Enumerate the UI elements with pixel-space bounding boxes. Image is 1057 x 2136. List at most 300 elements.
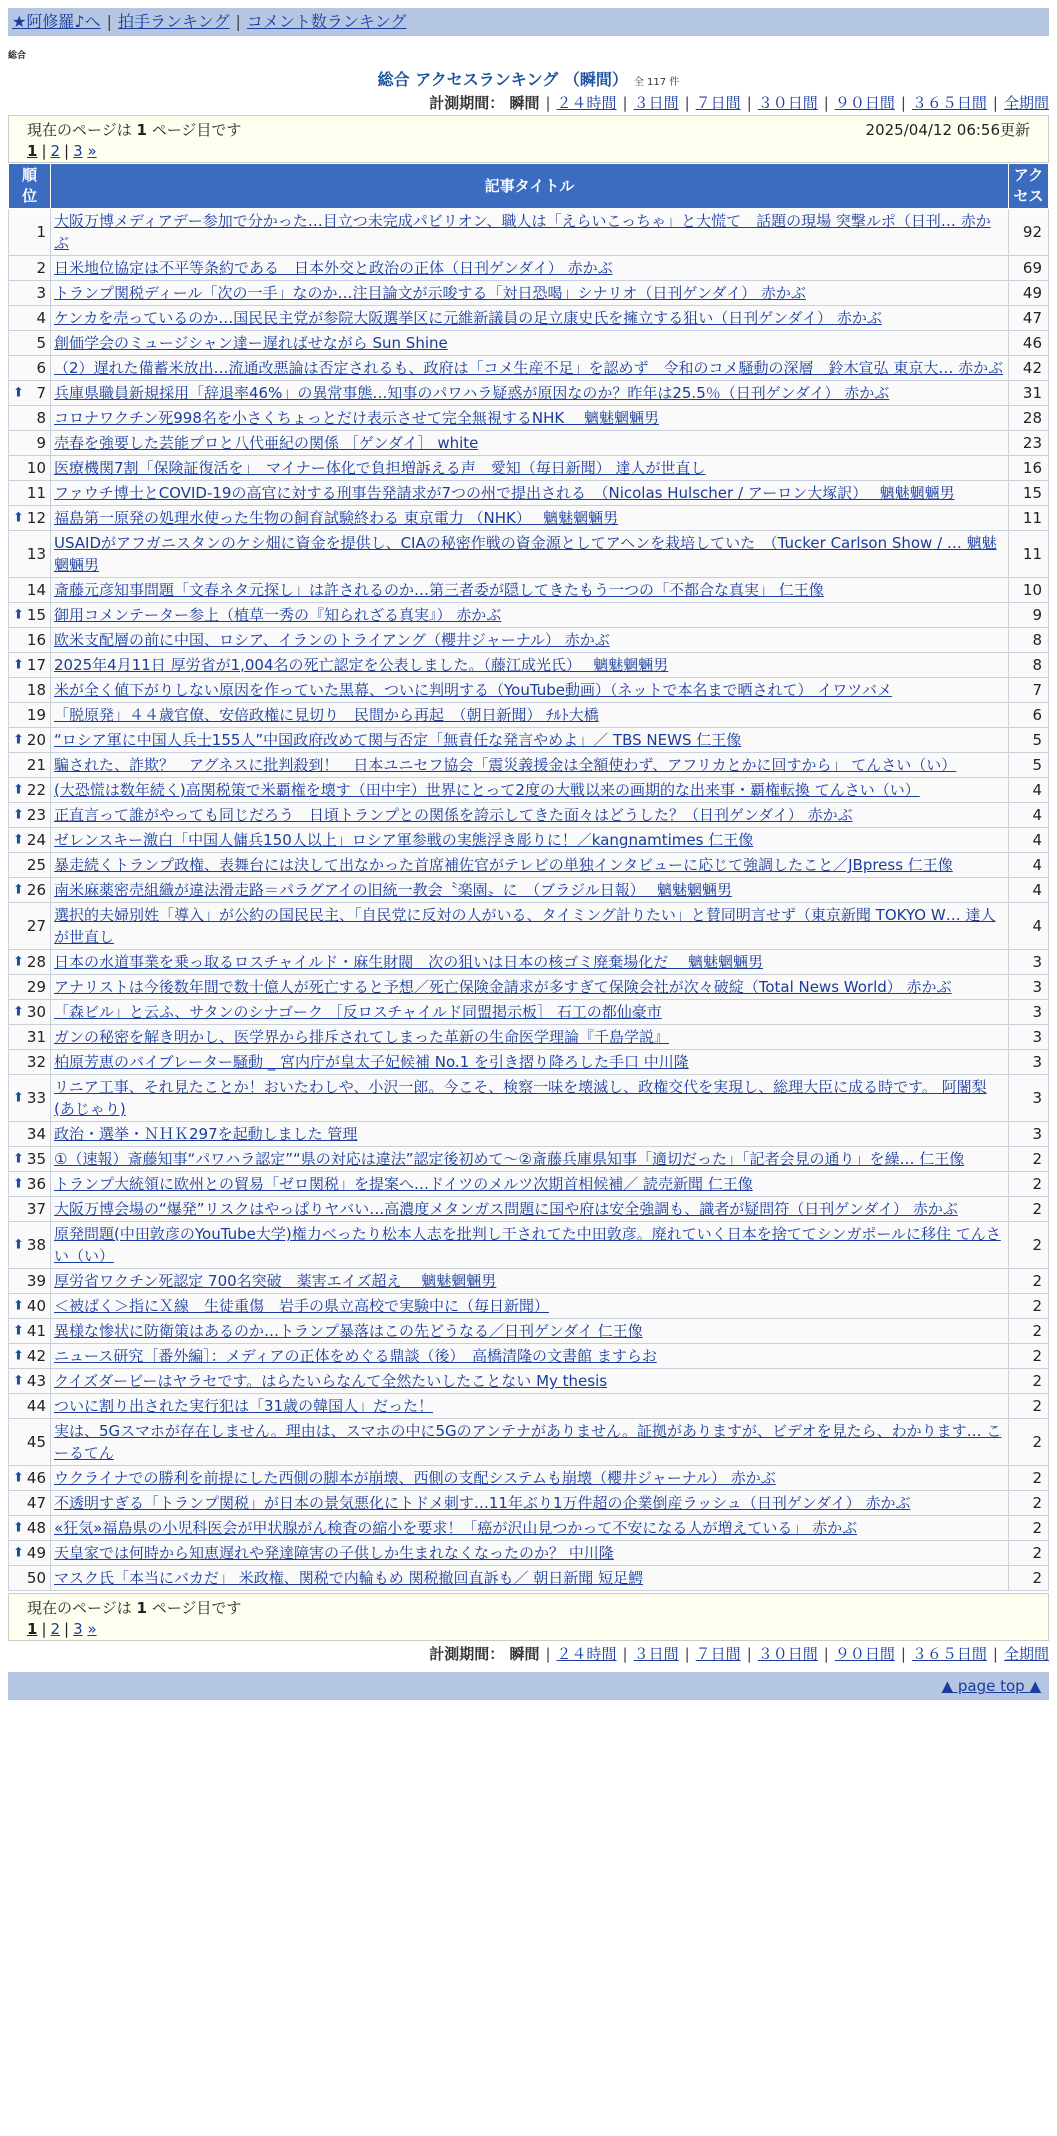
rank-number: 28: [26, 953, 46, 971]
rank-cell: [9, 356, 51, 381]
table-row: [9, 1222, 1049, 1269]
access-count: 8: [1009, 653, 1049, 678]
table-row: [9, 1394, 1049, 1419]
article-link[interactable]: 売春を強要した芸能プロと八代亜紀の関係 ［ゲンダイ］ white: [54, 434, 479, 452]
rank-number: 39: [26, 1272, 46, 1290]
table-row: [9, 1197, 1049, 1222]
rank-number: 48: [26, 1519, 46, 1537]
table-row: [9, 281, 1049, 306]
rank-cell: [9, 1050, 51, 1075]
current-page-text: 現在のページは 1 ページ目です: [27, 121, 242, 139]
article-link[interactable]: 「森ビル」と云ふ、サタンのシナゴーク ［反ロスチャイルド同盟掲示板］ 石工の都仙豪市: [54, 1003, 662, 1021]
rank-header: 順 位: [9, 164, 51, 209]
title-cell: [51, 1516, 1009, 1541]
article-link[interactable]: 暴走続くトランプ政権、表舞台には決して出なかった首席補佐官がテレビの単独インタビューに応じて強調したこと／JBpress 仁王像: [54, 856, 953, 874]
title-cell: [51, 506, 1009, 531]
arrow-up-icon: ⬆: [13, 1090, 24, 1106]
table-row: [9, 1491, 1049, 1516]
rank-number: 25: [26, 856, 46, 874]
title-cell: [51, 1075, 1009, 1122]
article-link[interactable]: 欧米支配層の前に中国、ロシア、イランのトライアング（櫻井ジャーナル） 赤かぶ: [54, 631, 610, 649]
article-link[interactable]: 柏原芳恵のバイブレーター騒動 _ 宮内庁が皇太子妃候補 No.1 を引き摺り降ろした手口 中川隆: [54, 1053, 689, 1071]
ranking-table: [8, 163, 1049, 1591]
access-count: 3: [1009, 1000, 1049, 1025]
title-cell: [51, 1050, 1009, 1075]
title-cell: [51, 753, 1009, 778]
article-link[interactable]: 大阪万博メディアデー参加で分かった…目立つ未完成パビリオン、職人は「えらいこっちゃ」と大慌て 話題の現場 突撃ルポ（日刊… 赤かぶ: [54, 212, 991, 252]
rank-number: 27: [26, 917, 46, 935]
title-cell: [51, 628, 1009, 653]
table-row: [9, 1025, 1049, 1050]
rank-cell: [9, 653, 51, 678]
rank-cell: [9, 803, 51, 828]
arrow-up-icon: ⬆: [13, 732, 24, 748]
separator: |: [41, 142, 47, 160]
article-link[interactable]: ＜被ばく＞指にＸ線 生徒重傷 岩手の県立高校で実験中に（毎日新聞）: [54, 1297, 550, 1315]
rank-number: 47: [26, 1494, 46, 1512]
table-row: [9, 678, 1049, 703]
article-link[interactable]: マスク氏「本当にバカだ」 米政権、関税で内輪もめ 関税撤回直訴も／ 朝日新聞 短足鰐: [54, 1569, 644, 1587]
title-cell: [51, 578, 1009, 603]
pager-box-bottom: [8, 1593, 1049, 1641]
rank-cell: [9, 1000, 51, 1025]
separator: |: [684, 94, 690, 112]
access-count: 2: [1009, 1344, 1049, 1369]
table-row: [9, 1122, 1049, 1147]
period-link[interactable]: ３日間: [633, 1645, 679, 1663]
rank-cell: [9, 703, 51, 728]
separator: |: [545, 1645, 551, 1663]
access-count: 2: [1009, 1566, 1049, 1591]
rank-cell: [9, 1541, 51, 1566]
title-cell: [51, 481, 1009, 506]
separator: |: [823, 1645, 829, 1663]
article-link[interactable]: 米が全く値下がりしない原因を作っていた黒幕、ついに判明する（YouTube動画）（ネットで本名まで晒されて） イワツバメ: [54, 681, 892, 699]
access-count: 16: [1009, 456, 1049, 481]
rank-cell: [9, 1294, 51, 1319]
title-cell: [51, 1025, 1009, 1050]
arrow-up-icon: ⬆: [13, 607, 24, 623]
access-count: 3: [1009, 1075, 1049, 1122]
article-link[interactable]: 兵庫県職員新規採用「辞退率46%」の異常事態…知事のパワハラ疑惑が原因なのか？昨年は25.5％（日刊ゲンダイ） 赤かぶ: [54, 384, 890, 402]
article-link[interactable]: トランプ関税ディール「次の一手」なのか…注目論文が示唆する「対日恐喝」シナリオ（日刊ゲンダイ） 赤かぶ: [54, 284, 806, 302]
title-cell: [51, 1197, 1009, 1222]
title-cell: [51, 1394, 1009, 1419]
article-link[interactable]: 2025年4月11日 厚労省が1,004名の死亡認定を公表しました。（藤江成光氏） 魑魅魍魎男: [54, 656, 669, 674]
rank-cell: [9, 531, 51, 578]
rank-number: 17: [26, 656, 46, 674]
rank-number: 43: [26, 1372, 46, 1390]
rank-cell: [9, 1491, 51, 1516]
rank-cell: [9, 1269, 51, 1294]
title-cell: [51, 1222, 1009, 1269]
separator: |: [992, 94, 998, 112]
table-row: [9, 481, 1049, 506]
access-count: 4: [1009, 803, 1049, 828]
title-cell: [51, 603, 1009, 628]
article-link[interactable]: （2）遅れた備蓄米放出…流通改悪論は否定されるも、政府は「コメ生産不足」を認めず 令和のコメ騒動の深層 鈴木宣弘 東京大… 赤かぶ: [54, 359, 1004, 377]
page-link[interactable]: 2: [50, 1620, 61, 1638]
page-current: 1: [27, 1620, 38, 1638]
separator: |: [992, 1645, 998, 1663]
rank-cell: [9, 481, 51, 506]
access-count: 11: [1009, 531, 1049, 578]
next-page-link[interactable]: »: [87, 1620, 97, 1638]
rank-cell: [9, 331, 51, 356]
article-link[interactable]: 医療機関7割「保険証復活を」 マイナー体化で負担増訴える声 愛知（毎日新聞） 達人が世直し: [54, 459, 706, 477]
rank-cell: [9, 753, 51, 778]
title-cell: [51, 903, 1009, 950]
access-count: 5: [1009, 753, 1049, 778]
article-link[interactable]: “ロシア軍に中国人兵士155人”中国政府改めて関与否定「無責任な発言やめよ」／ TBS NEWS 仁王像: [54, 731, 742, 749]
separator: |: [64, 1620, 70, 1638]
separator: |: [545, 94, 551, 112]
title-cell: [51, 1369, 1009, 1394]
arrow-up-icon: ⬆: [13, 1151, 24, 1167]
separator: |: [622, 94, 628, 112]
article-link[interactable]: 天皇家では何時から知恵遅れや発達障害の子供しか生まれなくなったのか？ 中川隆: [54, 1544, 614, 1562]
rank-number: 13: [26, 545, 46, 563]
separator: |: [64, 142, 70, 160]
rank-number: 7: [36, 384, 46, 402]
rank-cell: [9, 903, 51, 950]
article-link[interactable]: 創価学会のミュージシャン達ー遅ればせながら Sun Shine: [54, 334, 448, 352]
access-count: 11: [1009, 506, 1049, 531]
table-row: [9, 381, 1049, 406]
rank-cell: [9, 281, 51, 306]
table-row: [9, 1319, 1049, 1344]
rank-cell: [9, 628, 51, 653]
article-link[interactable]: 大阪万博会場の“爆発”リスクはやっぱりヤバい…高濃度メタンガス問題に国や府は安全強調も、識者が疑問符（日刊ゲンダイ） 赤かぶ: [54, 1200, 958, 1218]
rank-number: 46: [26, 1469, 46, 1487]
page-link[interactable]: 3: [73, 142, 83, 160]
arrow-up-icon: ⬆: [13, 807, 24, 823]
rank-number: 35: [26, 1150, 46, 1168]
access-count: 2: [1009, 1294, 1049, 1319]
access-count: 7: [1009, 678, 1049, 703]
period-link[interactable]: ９０日間: [834, 1645, 895, 1663]
access-count: 3: [1009, 1025, 1049, 1050]
article-link[interactable]: ガンの秘密を解き明かし、医学界から排斥されてしまった革新の生命医学理論『千島学説』: [54, 1028, 670, 1046]
rank-number: 40: [26, 1297, 46, 1315]
separator: |: [622, 1645, 628, 1663]
access-count: 69: [1009, 256, 1049, 281]
title-cell: [51, 703, 1009, 728]
rank-number: 9: [36, 434, 46, 452]
article-link[interactable]: 南米麻薬密売組織が違法滑走路＝パラグアイの旧統一教会〝楽園〟に （ブラジル日報） 魑魅魍魎男: [54, 881, 733, 899]
table-row: [9, 1050, 1049, 1075]
article-link[interactable]: 御用コメンテーター参上（植草一秀の『知られざる真実』） 赤かぶ: [54, 606, 502, 624]
title-cell: [51, 356, 1009, 381]
pagination: [27, 1620, 1030, 1638]
separator: |: [900, 94, 906, 112]
table-row: [9, 1147, 1049, 1172]
access-count: 10: [1009, 578, 1049, 603]
rank-cell: [9, 1319, 51, 1344]
period-link[interactable]: ２４時間: [556, 1645, 617, 1663]
arrow-up-icon: ⬆: [13, 782, 24, 798]
arrow-up-icon: ⬆: [13, 1004, 24, 1020]
rank-number: 36: [26, 1175, 46, 1193]
rank-cell: [9, 950, 51, 975]
period-link[interactable]: 全期間: [1003, 94, 1049, 112]
rank-cell: [9, 853, 51, 878]
separator: |: [823, 94, 829, 112]
period-link[interactable]: ７日間: [695, 1645, 741, 1663]
period-link[interactable]: ９０日間: [834, 94, 895, 112]
period-link[interactable]: ３日間: [633, 94, 679, 112]
rank-number: 45: [26, 1433, 46, 1451]
table-row: [9, 728, 1049, 753]
rank-number: 50: [26, 1569, 46, 1587]
period-link[interactable]: ３６５日間: [911, 1645, 987, 1663]
arrow-up-icon: ⬆: [13, 1298, 24, 1314]
article-link[interactable]: アナリストは今後数年間で数十億人が死亡すると予想／死亡保険金請求が多すぎて保険会社が次々破綻（Total News World） 赤かぶ: [54, 978, 952, 996]
rank-number: 31: [26, 1028, 46, 1046]
table-row: [9, 256, 1049, 281]
article-link[interactable]: クイズダービーはヤラセです。はらたいらなんて全然たいしたことない My thesis: [54, 1372, 608, 1390]
table-row: [9, 1294, 1049, 1319]
article-link[interactable]: 異様な惨状に防衛策はあるのか…トランプ暴落はこの先どうなる／日刊ゲンダイ 仁王像: [54, 1322, 643, 1340]
access-count: 2: [1009, 1147, 1049, 1172]
rank-cell: [9, 1344, 51, 1369]
access-count: 2: [1009, 1269, 1049, 1294]
page-link[interactable]: 2: [50, 142, 61, 160]
arrow-up-icon: ⬆: [13, 385, 24, 401]
separator: |: [106, 12, 112, 31]
title-cell: [51, 381, 1009, 406]
page-title-row: [0, 67, 1057, 90]
rank-number: 18: [26, 681, 46, 699]
arrow-up-icon: ⬆: [13, 1348, 24, 1364]
separator: |: [41, 1620, 47, 1638]
rank-number: 22: [26, 781, 46, 799]
rank-number: 21: [26, 756, 46, 774]
rank-number: 6: [36, 359, 46, 377]
rank-number: 14: [26, 581, 46, 599]
rank-number: 34: [26, 1125, 46, 1143]
period-link[interactable]: ３６５日間: [911, 94, 987, 112]
title-cell: [51, 331, 1009, 356]
article-link[interactable]: ①（速報）斎藤知事“パワハラ認定”“県の対応は違法”認定後初めて〜②斎藤兵庫県知事「適切だった」「記者会見の通り」を繰… 仁王像: [54, 1150, 965, 1168]
separator: |: [900, 1645, 906, 1663]
table-row: [9, 356, 1049, 381]
home-link[interactable]: ★阿修羅♪へ: [12, 12, 101, 31]
rank-cell: [9, 1197, 51, 1222]
title-cell: [51, 1491, 1009, 1516]
table-row: [9, 903, 1049, 950]
article-link[interactable]: 日米地位協定は不平等条約である 日本外交と政治の正体（日刊ゲンダイ） 赤かぶ: [54, 259, 613, 277]
article-link[interactable]: ついに割り出された実行犯は「31歳の韓国人」だった！: [54, 1397, 434, 1415]
access-count: 2: [1009, 1222, 1049, 1269]
article-link[interactable]: 斎藤元彦知事問題「文春ネタ元探し」は許されるのか…第三者委が隠してきたもう一つの「不都合な真実」 仁王像: [54, 581, 824, 599]
table-row: [9, 1172, 1049, 1197]
rank-number: 3: [36, 284, 46, 302]
table-row: [9, 306, 1049, 331]
access-count: 4: [1009, 903, 1049, 950]
table-row: [9, 878, 1049, 903]
article-link[interactable]: 福島第一原発の処理水使った生物の飼育試験終わる 東京電力 （NHK） 魑魅魍魎男: [54, 509, 619, 527]
access-count: 4: [1009, 878, 1049, 903]
article-link[interactable]: 日本の水道事業を乗っ取るロスチャイルド・麻生財閥 次の狙いは日本の核ゴミ廃棄場化だ 魑魅魍魎男: [54, 953, 764, 971]
access-count: 31: [1009, 381, 1049, 406]
updated-timestamp: 2025/04/12 06:56更新: [865, 121, 1030, 139]
rank-cell: [9, 1516, 51, 1541]
rank-cell: [9, 678, 51, 703]
arrow-up-icon: ⬆: [13, 1470, 24, 1486]
access-count: 15: [1009, 481, 1049, 506]
access-count: 2: [1009, 1369, 1049, 1394]
title-cell: [51, 209, 1009, 256]
article-link[interactable]: 正直言って誰がやっても同じだろう 日頃トランプとの関係を誇示してきた面々はどうした？（日刊ゲンダイ） 赤かぶ: [54, 806, 853, 824]
title-cell: [51, 1541, 1009, 1566]
arrow-up-icon: ⬆: [13, 1323, 24, 1339]
table-row: [9, 431, 1049, 456]
rank-cell: [9, 728, 51, 753]
table-row: [9, 1466, 1049, 1491]
article-link[interactable]: トランプ大統領に欧州との貿易「ゼロ関税」を提案へ…ドイツのメルツ次期首相候補／ 読売新聞 仁王像: [54, 1175, 753, 1193]
page-top-link[interactable]: ▲ page top ▲: [941, 1677, 1041, 1695]
table-row: [9, 1344, 1049, 1369]
article-link[interactable]: ケンカを売っているのか…国民民主党が参院大阪選挙区に元維新議員の足立康史氏を擁立する狙い（日刊ゲンダイ） 赤かぶ: [54, 309, 882, 327]
access-header: アク セス: [1009, 164, 1049, 209]
rank-cell: [9, 1122, 51, 1147]
access-count: 2: [1009, 1197, 1049, 1222]
rank-number: 42: [26, 1347, 46, 1365]
table-row: [9, 1000, 1049, 1025]
access-count: 2: [1009, 1172, 1049, 1197]
article-link[interactable]: ゼレンスキー激白「中国人傭兵150人以上」ロシア軍参戦の実態浮き彫りに！／kangnamtimes 仁王像: [54, 831, 754, 849]
page-link[interactable]: 3: [73, 1620, 83, 1638]
table-row: [9, 1566, 1049, 1591]
access-count: 42: [1009, 356, 1049, 381]
comment-ranking-link[interactable]: コメント数ランキング: [246, 12, 407, 31]
table-row: [9, 753, 1049, 778]
rank-number: 8: [36, 409, 46, 427]
title-cell: [51, 431, 1009, 456]
rank-cell: [9, 1394, 51, 1419]
access-count: 5: [1009, 728, 1049, 753]
article-link[interactable]: 選択的夫婦別姓「導入」が公約の国民民主、「自民党に反対の人がいる、タイミング計りたい」と賛同明言せず（東京新聞 TOKYO W… 達人が世直し: [54, 906, 996, 946]
table-row: [9, 803, 1049, 828]
genre-label: 総合: [8, 51, 27, 61]
table-row: [9, 1419, 1049, 1466]
title-cell: [51, 950, 1009, 975]
rank-cell: [9, 306, 51, 331]
article-link[interactable]: 実は、5Gスマホが存在しません。理由は、スマホの中に5Gのアンテナがありません。証拠がありますが、ビデオを見たら、わかります… こーるてん: [54, 1422, 1002, 1462]
rank-cell: [9, 209, 51, 256]
access-count: 23: [1009, 431, 1049, 456]
title-cell: [51, 1419, 1009, 1466]
rank-number: 19: [26, 706, 46, 724]
rank-cell: [9, 778, 51, 803]
table-row: [9, 828, 1049, 853]
title-cell: [51, 778, 1009, 803]
title-cell: [51, 1294, 1009, 1319]
access-count: 49: [1009, 281, 1049, 306]
access-count: 28: [1009, 406, 1049, 431]
period-current: 瞬間: [509, 94, 540, 112]
access-count: 2: [1009, 1319, 1049, 1344]
article-link[interactable]: 騙された、詐欺？ アグネスに批判殺到！ 日本ユニセフ協会「震災義援金は全額使わず、アフリカとかに回すから」 てんさい（い）: [54, 756, 957, 774]
period-link[interactable]: ２４時間: [556, 94, 617, 112]
table-row: [9, 975, 1049, 1000]
period-link[interactable]: ３０日間: [757, 94, 818, 112]
rank-number: 23: [26, 806, 46, 824]
table-row: [9, 1369, 1049, 1394]
access-count: 3: [1009, 975, 1049, 1000]
title-cell: [51, 653, 1009, 678]
access-count: 4: [1009, 828, 1049, 853]
separator: |: [684, 1645, 690, 1663]
rank-cell: [9, 1075, 51, 1122]
article-link[interactable]: ウクライナでの勝利を前提にした西側の脚本が崩壊、西側の支配システムも崩壊（櫻井ジャーナル） 赤かぶ: [54, 1469, 776, 1487]
article-link[interactable]: 政治・選挙・ＮＨＫ297を起動しました 管理: [54, 1125, 358, 1143]
article-link[interactable]: ファウチ博士とCOVID-19の高官に対する刑事告発請求が7つの州で提出される （Nicolas Hulscher / アーロン大塚訳） 魑魅魍魎男: [54, 484, 955, 502]
rank-number: 29: [26, 978, 46, 996]
pager-box: [8, 115, 1049, 163]
rank-number: 44: [26, 1397, 46, 1415]
rank-cell: [9, 1369, 51, 1394]
article-link[interactable]: (大恐慌は数年続く)高関税策で米覇権を壊す（田中宇）世界にとって2度の大戦以来の画期的な出来事・覇権転換 てんさい（い）: [54, 781, 920, 799]
rank-number: 30: [26, 1003, 46, 1021]
page-current: 1: [27, 142, 38, 160]
article-link[interactable]: 「脱原発」４４歳官僚、安倍政権に見切り 民間から再起 （朝日新聞） ﾁﾙﾄ大橋: [54, 706, 599, 724]
separator: |: [746, 94, 752, 112]
arrow-up-icon: ⬆: [13, 510, 24, 526]
rank-number: 10: [26, 459, 46, 477]
article-link[interactable]: USAIDがアフガニスタンのケシ畑に資金を提供し、CIAの秘密作戦の資金源としてアヘンを栽培していた （Tucker Carlson Show / … 魑魅魍魎男: [54, 534, 997, 574]
period-link[interactable]: 全期間: [1003, 1645, 1049, 1663]
next-page-link[interactable]: »: [87, 142, 97, 160]
title-cell: [51, 1122, 1009, 1147]
title-cell: [51, 975, 1009, 1000]
rank-cell: [9, 828, 51, 853]
access-count: 8: [1009, 628, 1049, 653]
title-cell: [51, 1466, 1009, 1491]
access-count: 47: [1009, 306, 1049, 331]
rank-number: 37: [26, 1200, 46, 1218]
separator: |: [746, 1645, 752, 1663]
rank-cell: [9, 406, 51, 431]
table-row: [9, 778, 1049, 803]
title-cell: [51, 878, 1009, 903]
period-link[interactable]: ３０日間: [757, 1645, 818, 1663]
article-link[interactable]: «狂気»福島県の小児科医会が甲状腺がん検査の縮小を要求！「癌が沢山見つかって不安になる人が増えている」 赤かぶ: [54, 1519, 858, 1537]
applause-ranking-link[interactable]: 拍手ランキング: [117, 12, 230, 31]
article-link[interactable]: 原発問題(中田敦彦のYouTube大学)権力べったり松本人志を批判し干されてた中田敦彦。廃れていく日本を捨ててシンガポールに移住 てんさい（い）: [54, 1225, 1001, 1265]
table-row: [9, 1541, 1049, 1566]
arrow-up-icon: ⬆: [13, 1520, 24, 1536]
article-link[interactable]: 不透明すぎる「トランプ関税」が日本の景気悪化にトドメ刺す…11年ぶり1万件超の企業倒産ラッシュ（日刊ゲンダイ） 赤かぶ: [54, 1494, 911, 1512]
rank-cell: [9, 578, 51, 603]
article-link[interactable]: ニュース研究［番外編］：メディアの正体をめぐる鼎談（後） 高橋清隆の文書館 ますらお: [54, 1347, 657, 1365]
title-cell: [51, 306, 1009, 331]
arrow-up-icon: ⬆: [13, 832, 24, 848]
access-count: 2: [1009, 1466, 1049, 1491]
period-label: 計測期間：: [429, 94, 510, 112]
access-count: 6: [1009, 703, 1049, 728]
access-count: 3: [1009, 1122, 1049, 1147]
article-link[interactable]: リニア工事、それ見たことか！おいたわしや、小沢一郎。今こそ、検察一味を壊滅し、政権交代を実現し、総理大臣に成る時です。 阿闍梨(あじゃり): [54, 1078, 987, 1118]
title-cell: [51, 1319, 1009, 1344]
article-link[interactable]: 厚労省ワクチン死認定 700名突破 薬害エイズ超え 魑魅魍魎男: [54, 1272, 497, 1290]
rank-cell: [9, 975, 51, 1000]
pagination: [27, 142, 1030, 160]
period-link[interactable]: ７日間: [695, 94, 741, 112]
article-link[interactable]: コロナワクチン死998名を小さくちょっとだけ表示させて完全無視するNHK 魑魅魍魎男: [54, 409, 659, 427]
title-cell: [51, 406, 1009, 431]
